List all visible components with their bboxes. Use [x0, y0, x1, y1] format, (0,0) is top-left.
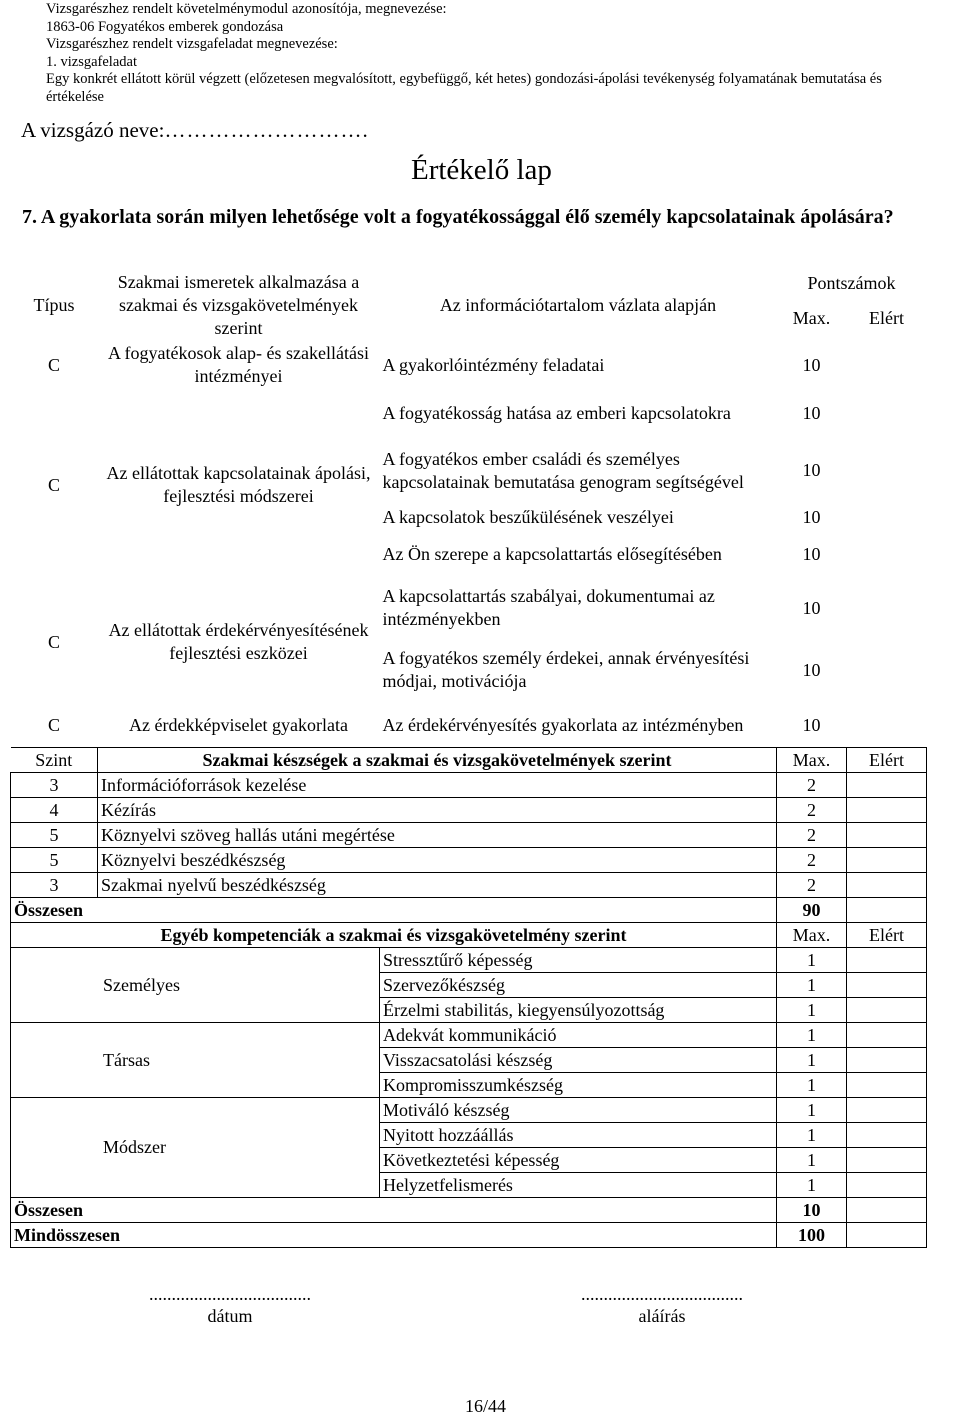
- knowledge-row: [11, 704, 927, 748]
- date-label: dátum: [207, 1306, 253, 1326]
- competence-row: [11, 1023, 927, 1048]
- competence-max: 1: [777, 1148, 847, 1173]
- competence-item: Helyzetfelismerés: [380, 1173, 777, 1198]
- competence-item: Szervezőkészség: [380, 973, 777, 998]
- competence-row: [11, 1098, 927, 1123]
- signature-dots: ....................................: [581, 1284, 743, 1304]
- page-title: Értékelő lap: [411, 154, 552, 186]
- head-type: Típus: [33, 295, 75, 315]
- max-points: 10: [802, 659, 821, 680]
- skill-achieved: [847, 798, 927, 823]
- header-line: 1. vizsgafeladat: [46, 53, 137, 70]
- achieved-points: [847, 580, 927, 636]
- subtotal-label: Összesen: [11, 1198, 777, 1223]
- subtotal-value: 90: [777, 898, 847, 923]
- competence-max: 1: [777, 1123, 847, 1148]
- max-points: 10: [802, 460, 821, 480]
- question-text: 7. A gyakorlata során milyen lehetősége volt a fogyatékossággal élő személy kapcsolatainak ápolására?: [22, 206, 894, 228]
- max-points: 10: [802, 506, 821, 527]
- achieved-points: [847, 390, 927, 436]
- subtotal-row: [11, 1198, 927, 1223]
- grand-total-row: [11, 1223, 927, 1248]
- table-head-row: [11, 271, 927, 296]
- skill-achieved: [847, 848, 927, 873]
- info-item: A kapcsolatok beszűkülésének veszélyei: [382, 506, 674, 527]
- info-item: A fogyatékosság hatása az emberi kapcsolatokra: [382, 402, 731, 423]
- grand-total-label: Mindösszesen: [11, 1223, 777, 1248]
- competence-achieved: [847, 1123, 927, 1148]
- grand-total-achieved: [847, 1223, 927, 1248]
- skill-text: Szakmai nyelvű beszédkészség: [98, 873, 777, 898]
- competence-max: 1: [777, 998, 847, 1023]
- competence-item: Érzelmi stabilitás, kiegyensúlyozottság: [380, 998, 777, 1023]
- competence-item: Következtetési képesség: [380, 1148, 777, 1173]
- subtotal-label: Összesen: [11, 898, 777, 923]
- competence-achieved: [847, 1048, 927, 1073]
- competence-group: Módszer: [11, 1098, 380, 1198]
- header-line: 1863-06 Fogyatékos emberek gondozása: [46, 18, 284, 35]
- knowledge-row: [11, 340, 927, 390]
- competence-item: Adekvát kommunikáció: [380, 1023, 777, 1048]
- competence-achieved: [847, 1098, 927, 1123]
- skills-level-head: Szint: [11, 748, 98, 773]
- skill-text: Kézírás: [98, 798, 777, 823]
- topic-cell: Az ellátottak érdekérvényesítésének fejlesztési eszközei: [108, 620, 369, 663]
- date-dots: ....................................: [149, 1284, 311, 1304]
- grand-total-value: 100: [777, 1223, 847, 1248]
- head-knowledge: Szakmai ismeretek alkalmazása a szakmai és vizsgakövetelmények szerint: [117, 272, 360, 338]
- competence-achieved: [847, 1148, 927, 1173]
- max-points: 10: [802, 715, 821, 735]
- max-points: 10: [802, 544, 821, 564]
- info-item: A fogyatékos személy érdekei, annak érvényesítési módjai, motivációja: [382, 648, 750, 691]
- info-item: Az Ön szerepe a kapcsolattartás elősegítésében: [382, 544, 722, 564]
- subtotal-value: 10: [777, 1198, 847, 1223]
- skill-text: Információforrások kezelése: [98, 773, 777, 798]
- skill-row: [11, 798, 927, 823]
- knowledge-row: [11, 390, 927, 436]
- type-cell: C: [47, 354, 60, 375]
- skill-text: Köznyelvi szöveg hallás utáni megértése: [98, 823, 777, 848]
- topic-cell: Az érdekképviselet gyakorlata: [129, 715, 348, 735]
- head-info: Az információtartalom vázlata alapján: [439, 295, 717, 315]
- info-item: A gyakorlóintézmény feladatai: [382, 354, 605, 375]
- competence-max: 1: [777, 1023, 847, 1048]
- document-header: [46, 1, 926, 106]
- header-line: Vizsgarészhez rendelt vizsgafeladat megnevezése:: [46, 36, 338, 52]
- achieved-points: [847, 340, 927, 390]
- skills-max-head: Max.: [777, 748, 847, 773]
- skill-max: 2: [777, 773, 847, 798]
- signature-block: [532, 1283, 792, 1327]
- subtotal-achieved: [847, 1198, 927, 1223]
- skill-text: Köznyelvi beszédkészség: [98, 848, 777, 873]
- date-block: [100, 1283, 360, 1327]
- competence-item: Nyitott hozzáállás: [380, 1123, 777, 1148]
- head-max: Max.: [792, 307, 831, 328]
- skill-level: 5: [11, 823, 98, 848]
- head-achieved: Elért: [869, 307, 904, 328]
- skill-max: 2: [777, 848, 847, 873]
- type-cell: C: [47, 631, 60, 652]
- competence-item: Motiváló készség: [380, 1098, 777, 1123]
- competence-group: Személyes: [11, 948, 380, 1023]
- comp-max-head: Max.: [777, 923, 847, 948]
- competence-max: 1: [777, 1173, 847, 1198]
- comp-achieved-head: Elért: [847, 923, 927, 948]
- competence-achieved: [847, 948, 927, 973]
- skill-level: 4: [11, 798, 98, 823]
- skills-head-row: [11, 748, 927, 773]
- skills-achieved-head: Elért: [847, 748, 927, 773]
- type-cell: C: [47, 474, 60, 495]
- competence-max: 1: [777, 1098, 847, 1123]
- head-points: Pontszámok: [807, 273, 896, 294]
- comp-head-row: [11, 923, 927, 948]
- competence-max: 1: [777, 948, 847, 973]
- competence-item: Kompromisszumkészség: [380, 1073, 777, 1098]
- subtotal-row: [11, 898, 927, 923]
- examinee-dots: ……………………….: [164, 118, 369, 142]
- achieved-points: [847, 505, 927, 529]
- skills-title: Szakmai készségek a szakmai és vizsgakövetelmények szerint: [98, 748, 777, 773]
- topic-cell: A fogyatékosok alap- és szakellátási intézményei: [108, 343, 369, 386]
- skill-max: 2: [777, 798, 847, 823]
- header-line: Egy konkrét ellátott körül végzett (előzetesen megvalósított, egybefüggő, két hetes) gondozási-ápolási tevékenység folyamatának bemutatása és értékelése: [46, 71, 882, 105]
- header-line: Vizsgarészhez rendelt követelménymodul azonosítója, megnevezése:: [46, 1, 447, 17]
- skill-max: 2: [777, 823, 847, 848]
- achieved-points: [847, 636, 927, 704]
- competence-max: 1: [777, 1073, 847, 1098]
- skill-row: [11, 848, 927, 873]
- achieved-points: [847, 436, 927, 505]
- subtotal-achieved: [847, 898, 927, 923]
- skill-row: [11, 873, 927, 898]
- signature-label: aláírás: [638, 1306, 686, 1326]
- competence-achieved: [847, 1073, 927, 1098]
- competence-row: [11, 948, 927, 973]
- max-points: 10: [802, 354, 821, 375]
- max-points: 10: [802, 402, 821, 423]
- competence-item: Stressztűrő képesség: [380, 948, 777, 973]
- comp-title: Egyéb kompetenciák a szakmai és vizsgakövetelmény szerint: [11, 923, 777, 948]
- examinee-name-field: [21, 118, 369, 143]
- achieved-points: [847, 529, 927, 580]
- competence-max: 1: [777, 1048, 847, 1073]
- skill-level: 3: [11, 773, 98, 798]
- page-number: 16/44: [465, 1396, 507, 1416]
- skill-level: 3: [11, 873, 98, 898]
- info-item: A kapcsolattartás szabályai, dokumentumai az intézményekben: [382, 586, 715, 629]
- skill-row: [11, 773, 927, 798]
- evaluation-table: [10, 271, 927, 1248]
- knowledge-row: [11, 580, 927, 636]
- max-points: 10: [802, 597, 821, 618]
- topic-cell: Az ellátottak kapcsolatainak ápolási, fejlesztési módszerei: [106, 463, 371, 506]
- competence-achieved: [847, 1023, 927, 1048]
- skill-max: 2: [777, 873, 847, 898]
- skill-level: 5: [11, 848, 98, 873]
- competence-achieved: [847, 998, 927, 1023]
- info-item: Az érdekérvényesítés gyakorlata az intézményben: [382, 715, 744, 735]
- skill-achieved: [847, 873, 927, 898]
- type-cell: C: [47, 715, 60, 735]
- competence-achieved: [847, 973, 927, 998]
- competence-achieved: [847, 1173, 927, 1198]
- skill-row: [11, 823, 927, 848]
- competence-item: Visszacsatolási készség: [380, 1048, 777, 1073]
- skill-achieved: [847, 773, 927, 798]
- examinee-label: A vizsgázó neve:: [21, 118, 165, 142]
- skill-achieved: [847, 823, 927, 848]
- info-item: A fogyatékos ember családi és személyes kapcsolatainak bemutatása genogram segítségével: [382, 448, 744, 492]
- achieved-points: [847, 704, 927, 748]
- competence-group: Társas: [11, 1023, 380, 1098]
- competence-max: 1: [777, 973, 847, 998]
